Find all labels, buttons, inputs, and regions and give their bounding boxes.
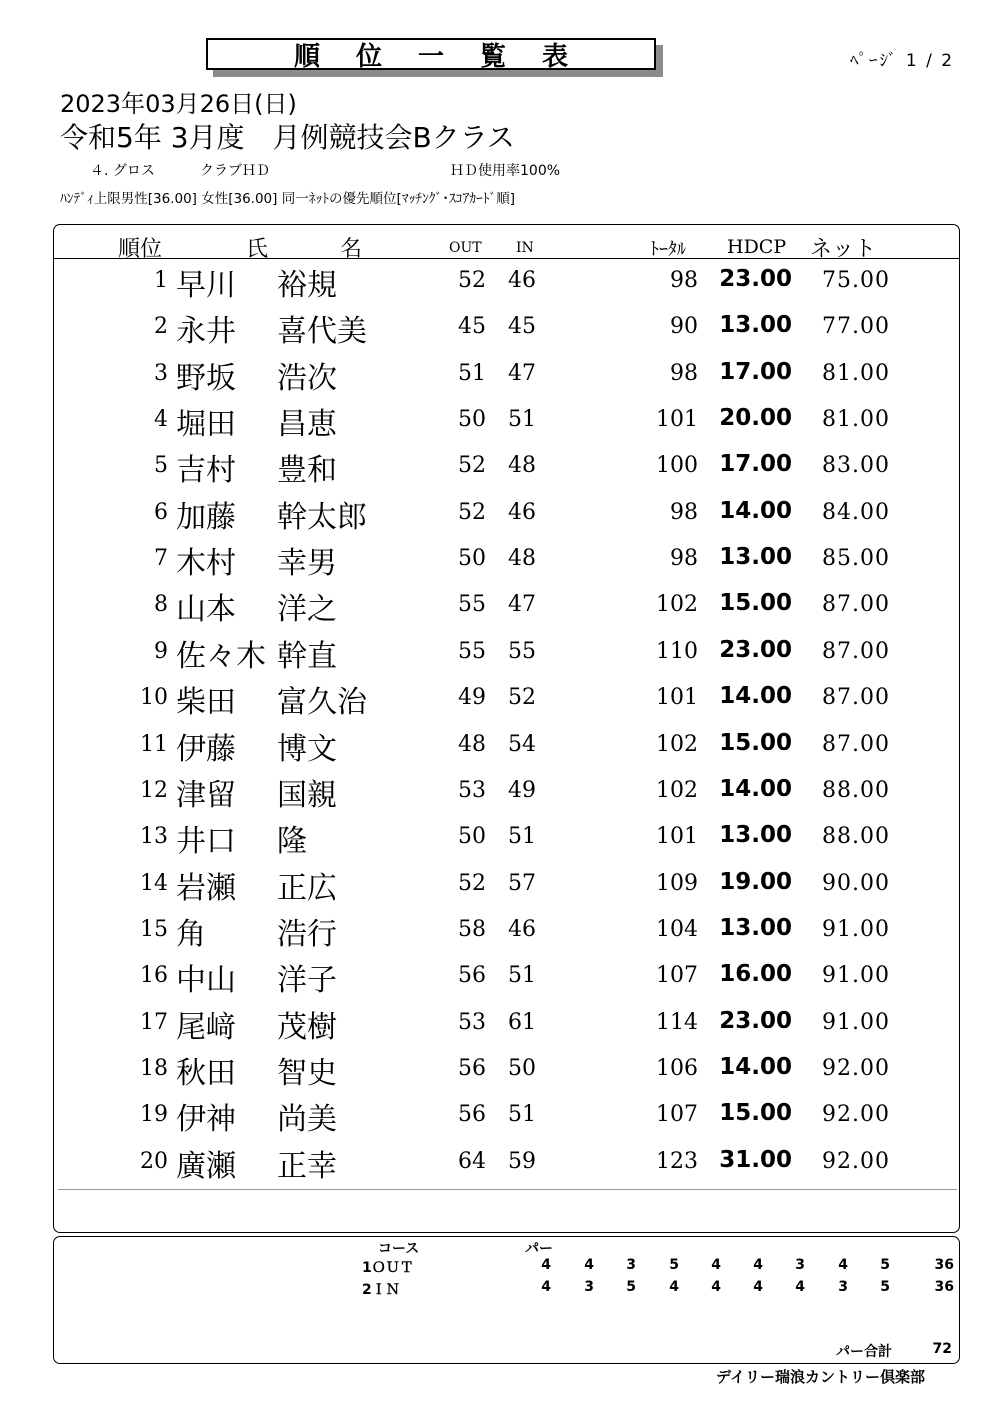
cell-in: 54 <box>508 731 536 757</box>
sort-order: ４. グロス <box>90 163 155 179</box>
cell-in: 47 <box>508 360 536 386</box>
cell-out: 53 <box>458 777 486 803</box>
cell-total: 101 <box>656 407 698 433</box>
cell-out: 50 <box>458 407 486 433</box>
hole-par: 4 <box>711 1257 721 1273</box>
cell-given: 博文 <box>277 731 337 767</box>
cell-given: 国親 <box>277 777 337 813</box>
cell-in: 51 <box>508 1102 536 1128</box>
cell-in: 46 <box>508 499 536 525</box>
cell-hdcp: 23.00 <box>719 636 792 663</box>
col-header-total: ﾄｰﾀﾙ <box>650 239 686 260</box>
table-row <box>0 538 1000 582</box>
cell-net: 83.00 <box>822 453 890 479</box>
cell-out: 58 <box>458 916 486 942</box>
hole-par: 5 <box>669 1257 679 1273</box>
cell-rank: 10 <box>140 685 168 711</box>
cell-in: 49 <box>508 777 536 803</box>
handicap-rules: ﾊﾝﾃﾞｨ上限男性[36.00] 女性[36.00] 同一ﾈｯﾄの優先順位[ﾏｯﾁﾝｸﾞ･ｽｺｱｶｰﾄﾞ順] <box>60 191 515 207</box>
cell-net: 92.00 <box>822 1102 890 1128</box>
hole-par: 3 <box>626 1257 636 1273</box>
table-row <box>0 863 1000 907</box>
hole-par: 3 <box>584 1279 594 1295</box>
cell-hdcp: 19.00 <box>719 868 792 895</box>
cell-in: 61 <box>508 1009 536 1035</box>
hole-par: 4 <box>669 1279 679 1295</box>
cell-family: 永井 <box>176 314 236 350</box>
cell-given: 幸男 <box>277 546 337 582</box>
cell-total: 98 <box>670 360 698 386</box>
cell-rank: 18 <box>140 1055 168 1081</box>
cell-net: 87.00 <box>822 685 890 711</box>
cell-hdcp: 16.00 <box>719 961 792 988</box>
cell-family: 岩瀬 <box>176 870 236 906</box>
cell-in: 51 <box>508 407 536 433</box>
hole-par: 3 <box>795 1257 805 1273</box>
cell-rank: 20 <box>140 1148 168 1174</box>
cell-given: 洋子 <box>277 963 337 999</box>
cell-out: 56 <box>458 1102 486 1128</box>
cell-family: 伊藤 <box>176 731 236 767</box>
table-row <box>0 816 1000 860</box>
cell-out: 52 <box>458 453 486 479</box>
cell-out: 53 <box>458 1009 486 1035</box>
cell-given: 豊和 <box>277 453 337 489</box>
cell-family: 津留 <box>176 777 236 813</box>
hole-par: 4 <box>541 1279 551 1295</box>
cell-hdcp: 17.00 <box>719 358 792 385</box>
cell-family: 佐々木 <box>176 638 266 674</box>
cell-net: 84.00 <box>822 499 890 525</box>
cell-in: 48 <box>508 453 536 479</box>
cell-net: 85.00 <box>822 546 890 572</box>
cell-rank: 17 <box>140 1009 168 1035</box>
cell-out: 52 <box>458 870 486 896</box>
half-par-total: 36 <box>934 1279 954 1295</box>
cell-hdcp: 15.00 <box>719 1100 792 1127</box>
cell-in: 55 <box>508 638 536 664</box>
cell-out: 56 <box>458 963 486 989</box>
cell-out: 50 <box>458 824 486 850</box>
cell-given: 昌恵 <box>277 407 337 443</box>
cell-given: 正幸 <box>277 1148 337 1184</box>
cell-in: 48 <box>508 546 536 572</box>
cell-hdcp: 20.00 <box>719 405 792 432</box>
cell-out: 52 <box>458 268 486 293</box>
page-title: 順位一覧表 <box>206 38 656 70</box>
cell-rank: 5 <box>154 453 168 479</box>
cell-rank: 7 <box>154 546 168 572</box>
cell-total: 109 <box>656 870 698 896</box>
par-total-value: 72 <box>932 1341 952 1357</box>
cell-net: 88.00 <box>822 824 890 850</box>
cell-given: 茂樹 <box>277 1009 337 1045</box>
cell-net: 92.00 <box>822 1055 890 1081</box>
cell-family: 角 <box>176 916 206 952</box>
cell-in: 51 <box>508 963 536 989</box>
half-par-total: 36 <box>934 1257 954 1273</box>
cell-total: 107 <box>656 1102 698 1128</box>
cell-rank: 2 <box>154 314 168 340</box>
cell-hdcp: 23.00 <box>719 1007 792 1034</box>
cell-total: 101 <box>656 685 698 711</box>
cell-given: 幹太郎 <box>277 499 367 535</box>
cell-rank: 16 <box>140 963 168 989</box>
cell-net: 88.00 <box>822 777 890 803</box>
table-row <box>0 724 1000 768</box>
cell-given: 浩次 <box>277 360 337 396</box>
hole-par: 5 <box>880 1257 890 1273</box>
cell-rank: 13 <box>140 824 168 850</box>
hole-par: 3 <box>838 1279 848 1295</box>
cell-family: 柴田 <box>176 685 236 721</box>
cell-net: 87.00 <box>822 592 890 618</box>
col-header-net: ネット <box>810 237 877 262</box>
table-row <box>0 1048 1000 1092</box>
col-header-name-1: 氏 <box>246 237 269 262</box>
cell-out: 49 <box>458 685 486 711</box>
cell-hdcp: 23.00 <box>719 266 792 292</box>
cell-family: 野坂 <box>176 360 236 396</box>
cell-family: 吉村 <box>176 453 236 489</box>
cell-total: 107 <box>656 963 698 989</box>
cell-given: 正広 <box>277 870 337 906</box>
cell-given: 喜代美 <box>277 314 367 350</box>
table-row <box>0 955 1000 999</box>
cell-hdcp: 15.00 <box>719 729 792 756</box>
cell-total: 106 <box>656 1055 698 1081</box>
table-row <box>0 399 1000 443</box>
cell-total: 102 <box>656 777 698 803</box>
col-header-hdcp: HDCP <box>727 236 787 258</box>
cell-rank: 4 <box>154 407 168 433</box>
cell-rank: 15 <box>140 916 168 942</box>
cell-hdcp: 14.00 <box>719 1053 792 1080</box>
table-row <box>0 631 1000 675</box>
course-par-table <box>53 1236 960 1364</box>
table-row <box>0 260 1000 304</box>
cell-rank: 11 <box>140 731 168 757</box>
cell-family: 秋田 <box>176 1055 236 1091</box>
cell-rank: 1 <box>154 268 168 293</box>
table-row <box>0 909 1000 953</box>
cell-rank: 12 <box>140 777 168 803</box>
cell-given: 幹直 <box>277 638 337 674</box>
hole-par: 4 <box>541 1257 551 1273</box>
cell-out: 64 <box>458 1148 486 1174</box>
cell-hdcp: 14.00 <box>719 497 792 524</box>
cell-total: 102 <box>656 731 698 757</box>
table-row <box>0 770 1000 814</box>
cell-net: 87.00 <box>822 638 890 664</box>
cell-in: 59 <box>508 1148 536 1174</box>
table-row <box>0 1002 1000 1046</box>
table-row <box>0 1141 1000 1185</box>
cell-in: 51 <box>508 824 536 850</box>
cell-rank: 19 <box>140 1102 168 1128</box>
cell-total: 114 <box>656 1009 698 1035</box>
cell-total: 123 <box>656 1148 698 1174</box>
event-date: 2023年03月26日(日) <box>60 90 297 118</box>
hole-par: 5 <box>626 1279 636 1295</box>
cell-family: 早川 <box>176 268 236 303</box>
event-title: 令和5年 3月度 月例競技会Bクラス <box>60 121 515 154</box>
cell-in: 46 <box>508 916 536 942</box>
cell-given: 隆 <box>277 824 307 860</box>
hd-rate: ＨＤ使用率100% <box>450 163 561 179</box>
col-header-name-2: 名 <box>340 237 363 262</box>
cell-family: 中山 <box>176 963 236 999</box>
cell-family: 山本 <box>176 592 236 628</box>
cell-total: 102 <box>656 592 698 618</box>
cell-hdcp: 31.00 <box>719 1146 792 1173</box>
table-row <box>0 353 1000 397</box>
cell-net: 77.00 <box>822 314 890 340</box>
table-row <box>0 306 1000 350</box>
club-name: デイリー瑞浪カントリー倶楽部 <box>716 1368 925 1386</box>
cell-total: 104 <box>656 916 698 942</box>
cell-out: 55 <box>458 592 486 618</box>
cell-hdcp: 14.00 <box>719 775 792 802</box>
cell-hdcp: 17.00 <box>719 451 792 478</box>
hole-par: 4 <box>711 1279 721 1295</box>
cell-total: 90 <box>670 314 698 340</box>
cell-rank: 3 <box>154 360 168 386</box>
course-half-name: 2ＩＮ <box>362 1282 400 1298</box>
course-label: コース <box>378 1241 420 1257</box>
col-header-in: IN <box>516 240 534 256</box>
cell-net: 91.00 <box>822 916 890 942</box>
cell-given: 富久治 <box>277 685 367 721</box>
hole-par: 5 <box>880 1279 890 1295</box>
cell-total: 98 <box>670 268 698 293</box>
cell-out: 50 <box>458 546 486 572</box>
course-half-name: 1ＯＵＴ <box>362 1260 414 1276</box>
cell-in: 46 <box>508 268 536 293</box>
table-row <box>0 445 1000 489</box>
cell-total: 110 <box>656 638 698 664</box>
col-header-out: OUT <box>449 240 482 256</box>
cell-family: 尾﨑 <box>176 1009 236 1045</box>
hole-par: 4 <box>795 1279 805 1295</box>
cell-rank: 8 <box>154 592 168 618</box>
cell-in: 50 <box>508 1055 536 1081</box>
hole-par: 4 <box>584 1257 594 1273</box>
cell-given: 智史 <box>277 1055 337 1091</box>
hole-par: 4 <box>753 1257 763 1273</box>
cell-hdcp: 13.00 <box>719 312 792 339</box>
table-row <box>0 677 1000 721</box>
cell-total: 98 <box>670 499 698 525</box>
cell-family: 井口 <box>176 824 236 860</box>
cell-rank: 14 <box>140 870 168 896</box>
cell-family: 堀田 <box>176 407 236 443</box>
cell-in: 45 <box>508 314 536 340</box>
col-header-rank: 順位 <box>118 237 163 262</box>
cell-hdcp: 13.00 <box>719 544 792 571</box>
cell-out: 48 <box>458 731 486 757</box>
cell-total: 100 <box>656 453 698 479</box>
cell-out: 45 <box>458 314 486 340</box>
cell-out: 52 <box>458 499 486 525</box>
cell-hdcp: 15.00 <box>719 590 792 617</box>
page-indicator: ﾍﾟｰｼﾞ 1 / 2 <box>850 51 955 71</box>
cell-net: 91.00 <box>822 1009 890 1035</box>
cell-family: 木村 <box>176 546 236 582</box>
cell-total: 98 <box>670 546 698 572</box>
cell-net: 87.00 <box>822 731 890 757</box>
cell-in: 47 <box>508 592 536 618</box>
hole-par: 4 <box>753 1279 763 1295</box>
cell-hdcp: 14.00 <box>719 683 792 710</box>
par-total-label: パー合計 <box>836 1344 892 1360</box>
cell-in: 57 <box>508 870 536 896</box>
hd-type: クラブＨＤ <box>200 163 270 179</box>
cell-in: 52 <box>508 685 536 711</box>
cell-given: 浩行 <box>277 916 337 952</box>
cell-net: 90.00 <box>822 870 890 896</box>
cell-given: 裕規 <box>277 268 337 303</box>
cell-out: 55 <box>458 638 486 664</box>
cell-net: 81.00 <box>822 360 890 386</box>
cell-rank: 9 <box>154 638 168 664</box>
table-footer-divider <box>58 1189 957 1190</box>
table-row <box>0 1094 1000 1138</box>
table-row <box>0 492 1000 536</box>
cell-rank: 6 <box>154 499 168 525</box>
par-label: パー <box>525 1241 553 1257</box>
cell-total: 101 <box>656 824 698 850</box>
cell-net: 81.00 <box>822 407 890 433</box>
cell-net: 92.00 <box>822 1148 890 1174</box>
cell-given: 洋之 <box>277 592 337 628</box>
cell-net: 75.00 <box>822 268 890 293</box>
hole-par: 4 <box>838 1257 848 1273</box>
cell-given: 尚美 <box>277 1102 337 1138</box>
cell-family: 加藤 <box>176 499 236 535</box>
cell-family: 廣瀬 <box>176 1148 236 1184</box>
cell-hdcp: 13.00 <box>719 822 792 849</box>
table-row <box>0 584 1000 628</box>
cell-out: 51 <box>458 360 486 386</box>
cell-family: 伊神 <box>176 1102 236 1138</box>
cell-net: 91.00 <box>822 963 890 989</box>
cell-hdcp: 13.00 <box>719 914 792 941</box>
cell-out: 56 <box>458 1055 486 1081</box>
